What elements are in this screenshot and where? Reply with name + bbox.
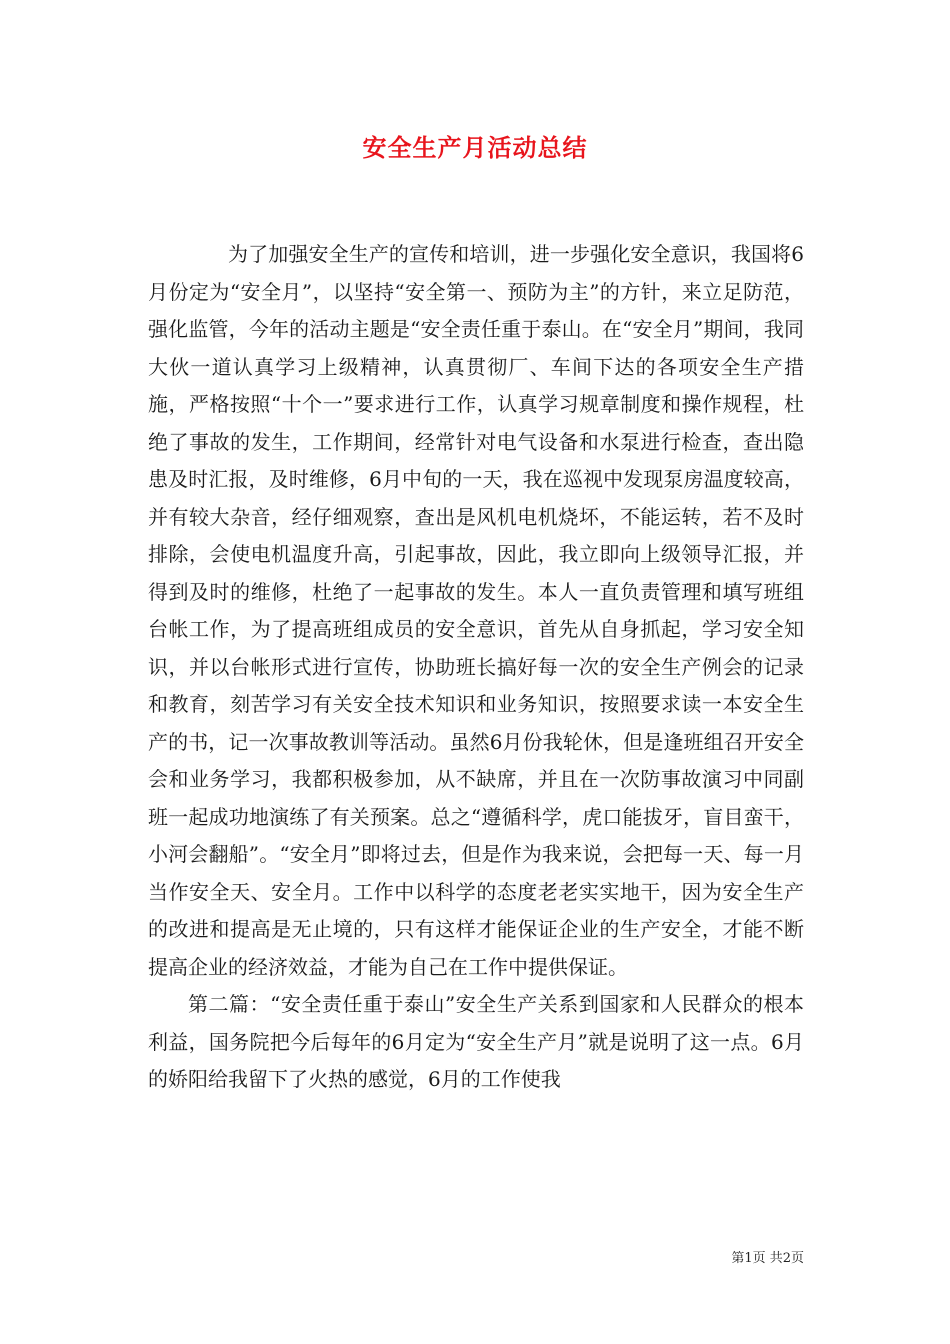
document-title: 安全生产月活动总结 — [362, 133, 588, 162]
paragraph-1: 为了加强安全生产的宣传和培训，进一步强化安全意识，我国将6月份定为“安全月”，以坚持“安全第一、预防为主”的方针，来立足防范，强化监管，今年的活动主题是“安全责任重于泰山。在“安全月”期间，我同大伙一道认真学习上级精神，认真贯彻厂、车间下达的各项安全生产措施，严格按照“十个一”要求进行工作，认真学习规章制度和操作规程，杜绝了事故的发生，工作期间，经常针对电气设备和水泵进行检查，查出隐患及时汇报，及时维修，6月中旬的一天，我在巡视中发现泵房温度较高，并有较大杂音，经仔细观察，查出是风机电机烧坏，不能运转，若不及时排除，会使电机温度升高，引起事故，因此，我立即向上级领导汇报，并得到及时的维修，杜绝了一起事故的发生。本人一直负责管理和填写班组台帐工作，为了提高班组成员的安全意识，首先从自身抓起，学习安全知识，并以台帐形式进行宣传，协助班长搞好每一次的安全生产例会的记录和教育，刻苦学习有关安全技术知识和业务知识，按照要求读一本安全生产的书，记一次事故教训等活动。虽然6月份我轮休，但是逢班组召开安全会和业务学习，我都积极参加，从不缺席，并且在一次防事故演习中同副班一起成功地演练了有关预案。总之“遵循科学，虎口能拔牙，盲目蛮干，小河会翻船”。“安全月”即将过去，但是作为我来说，会把每一天、每一月当作安全天、安全月。工作中以科学的态度老老实实地干，因为安全生产的改进和提高是无止境的，只有这样才能保证企业的生产安全，才能不断提高企业的经济效益，才能为自己在工作中提供保证。 — [148, 242, 804, 979]
page-number-footer: 第1页 共2页 — [731, 1251, 804, 1266]
paragraph-2: 第二篇：“安全责任重于泰山”安全生产关系到国家和人民群众的根本利益，国务院把今后每年的6月定为“安全生产月”就是说明了这一点。6月的娇阳给我留下了火热的感觉，6月的工作使我 — [148, 992, 804, 1091]
document-body — [148, 236, 804, 1099]
